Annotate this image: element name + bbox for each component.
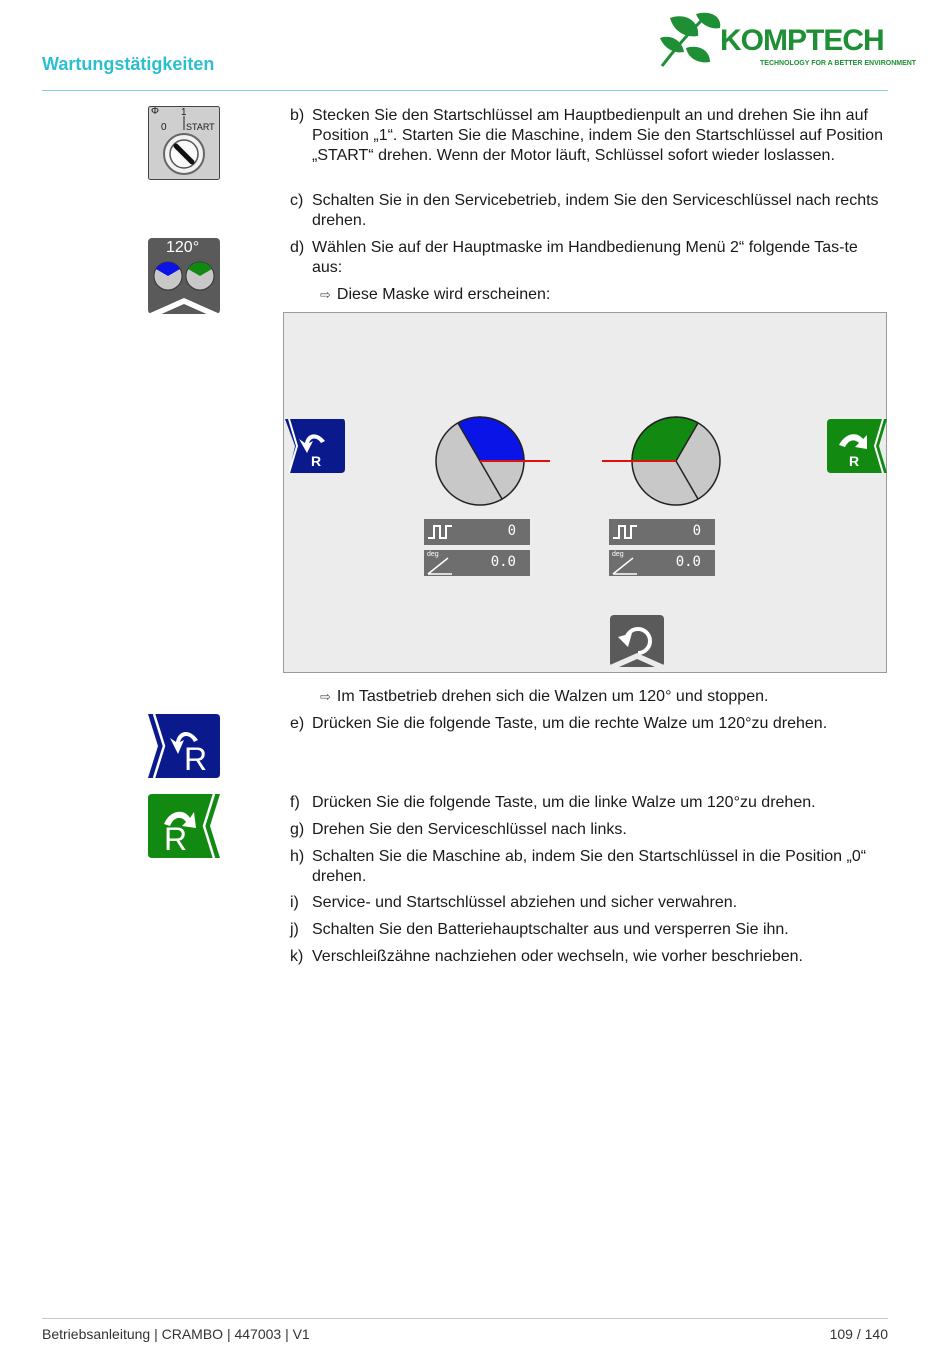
rotate-left-roller-button-icon xyxy=(148,794,220,858)
degree-value: 0.0 xyxy=(675,554,701,570)
section-title: Wartungstätigkeiten xyxy=(42,54,215,74)
step-text: Drücken Sie die folgende Taste, um die rechte Walze um 120°zu drehen. xyxy=(312,715,828,732)
step-text: Stecken Sie den Startschlüssel am Hauptbedienpult an und drehen Sie ihn auf Position „1“. Starten Sie die Maschine, indem Sie den Startschlüssel auf Position „START“ drehen. Wenn der Motor läuft, Schlüssel sofort wieder loslassen. xyxy=(312,107,883,164)
pulse-icon xyxy=(611,522,641,542)
step-text: Schalten Sie die Maschine ab, indem Sie den Startschlüssel in die Position „0“ drehen. xyxy=(312,848,867,885)
komptech-leaf-icon xyxy=(656,8,726,70)
result-arrow-icon: ⇨ xyxy=(320,287,331,302)
screen-back-button[interactable] xyxy=(610,615,664,671)
angle-icon xyxy=(426,556,456,576)
deg-label: deg xyxy=(427,551,439,558)
step-text: Drehen Sie den Serviceschlüssel nach links. xyxy=(312,821,627,838)
result-rollers-rotate xyxy=(320,687,768,707)
left-degree-counter xyxy=(424,550,530,576)
right-pulse-counter xyxy=(609,519,715,545)
step-label: h) xyxy=(290,848,305,865)
step-f xyxy=(290,793,890,813)
step-h xyxy=(290,847,890,887)
button-label: R xyxy=(164,821,188,857)
key-label-start: START xyxy=(186,122,215,132)
step-b xyxy=(290,106,890,186)
step-e xyxy=(290,714,890,734)
result-arrow-icon: ⇨ xyxy=(320,689,331,704)
button-label: R xyxy=(849,453,860,469)
left-roller-graphic xyxy=(434,413,554,509)
step-label: c) xyxy=(290,192,304,209)
key-label-0: 0 xyxy=(161,122,167,133)
step-label: k) xyxy=(290,948,304,965)
footer-divider xyxy=(42,1318,888,1319)
step-label: b) xyxy=(290,107,305,124)
degree-value: 0.0 xyxy=(490,554,516,570)
step-label: j) xyxy=(290,921,299,938)
key-switch-icon xyxy=(148,106,220,180)
step-text: Verschleißzähne nachziehen oder wechseln, wie vorher beschrieben. xyxy=(312,948,803,965)
button-label: R xyxy=(311,453,322,469)
pulse-value: 0 xyxy=(692,523,701,539)
step-text: Service- und Startschlüssel abziehen und sicher verwahren. xyxy=(312,894,738,911)
step-j xyxy=(290,920,890,940)
hmi-screen xyxy=(283,312,887,673)
step-text: Wählen Sie auf der Hauptmaske im Handbedienung Menü 2“ folgende Tas-te aus: xyxy=(312,239,858,276)
step-g xyxy=(290,820,890,840)
header-divider xyxy=(42,90,888,91)
step-c xyxy=(290,191,890,231)
step-text: Schalten Sie den Batteriehauptschalter aus und versperren Sie ihn. xyxy=(312,921,789,938)
rotate-right-roller-button-icon xyxy=(148,714,220,778)
logo-tagline: TECHNOLOGY FOR A BETTER ENVIRONMENT xyxy=(760,60,917,67)
key-label-1: 1 xyxy=(181,107,187,118)
step-text: Drücken Sie die folgende Taste, um die linke Walze um 120°zu drehen. xyxy=(312,794,816,811)
button-label: R xyxy=(184,741,208,777)
result-mask-appears xyxy=(320,285,550,305)
right-degree-counter xyxy=(609,550,715,576)
logo-text: KOMPTECH xyxy=(720,24,884,57)
footer-document-info: Betriebsanleitung | CRAMBO | 447003 | V1 xyxy=(42,1326,310,1342)
screen-rotate-right-roller-button[interactable] xyxy=(285,419,345,473)
angle-icon xyxy=(611,556,641,576)
step-label: f) xyxy=(290,794,300,811)
result-text: Im Tastbetrieb drehen sich die Walzen um 120° und stoppen. xyxy=(336,688,769,705)
step-label: g) xyxy=(290,821,305,838)
step-d xyxy=(290,238,890,278)
step-i xyxy=(290,893,890,913)
left-pulse-counter xyxy=(424,519,530,545)
step-k xyxy=(290,947,890,967)
result-text: Diese Maske wird erscheinen: xyxy=(336,286,551,303)
menu-icon-label: 120° xyxy=(166,239,200,256)
footer-page-number: 109 / 140 xyxy=(829,1326,888,1342)
pulse-icon xyxy=(426,522,456,542)
right-roller-graphic xyxy=(602,413,722,509)
step-label: d) xyxy=(290,239,305,256)
step-label: e) xyxy=(290,715,305,732)
pulse-value: 0 xyxy=(507,523,516,539)
rotate-120-menu-icon xyxy=(148,238,220,320)
deg-label: deg xyxy=(612,551,624,558)
screen-rotate-left-roller-button[interactable] xyxy=(827,419,887,473)
key-label-phi: Φ xyxy=(151,106,159,117)
step-label: i) xyxy=(290,894,299,911)
step-text: Schalten Sie in den Servicebetrieb, indem Sie den Serviceschlüssel nach rechts drehen. xyxy=(312,192,879,229)
